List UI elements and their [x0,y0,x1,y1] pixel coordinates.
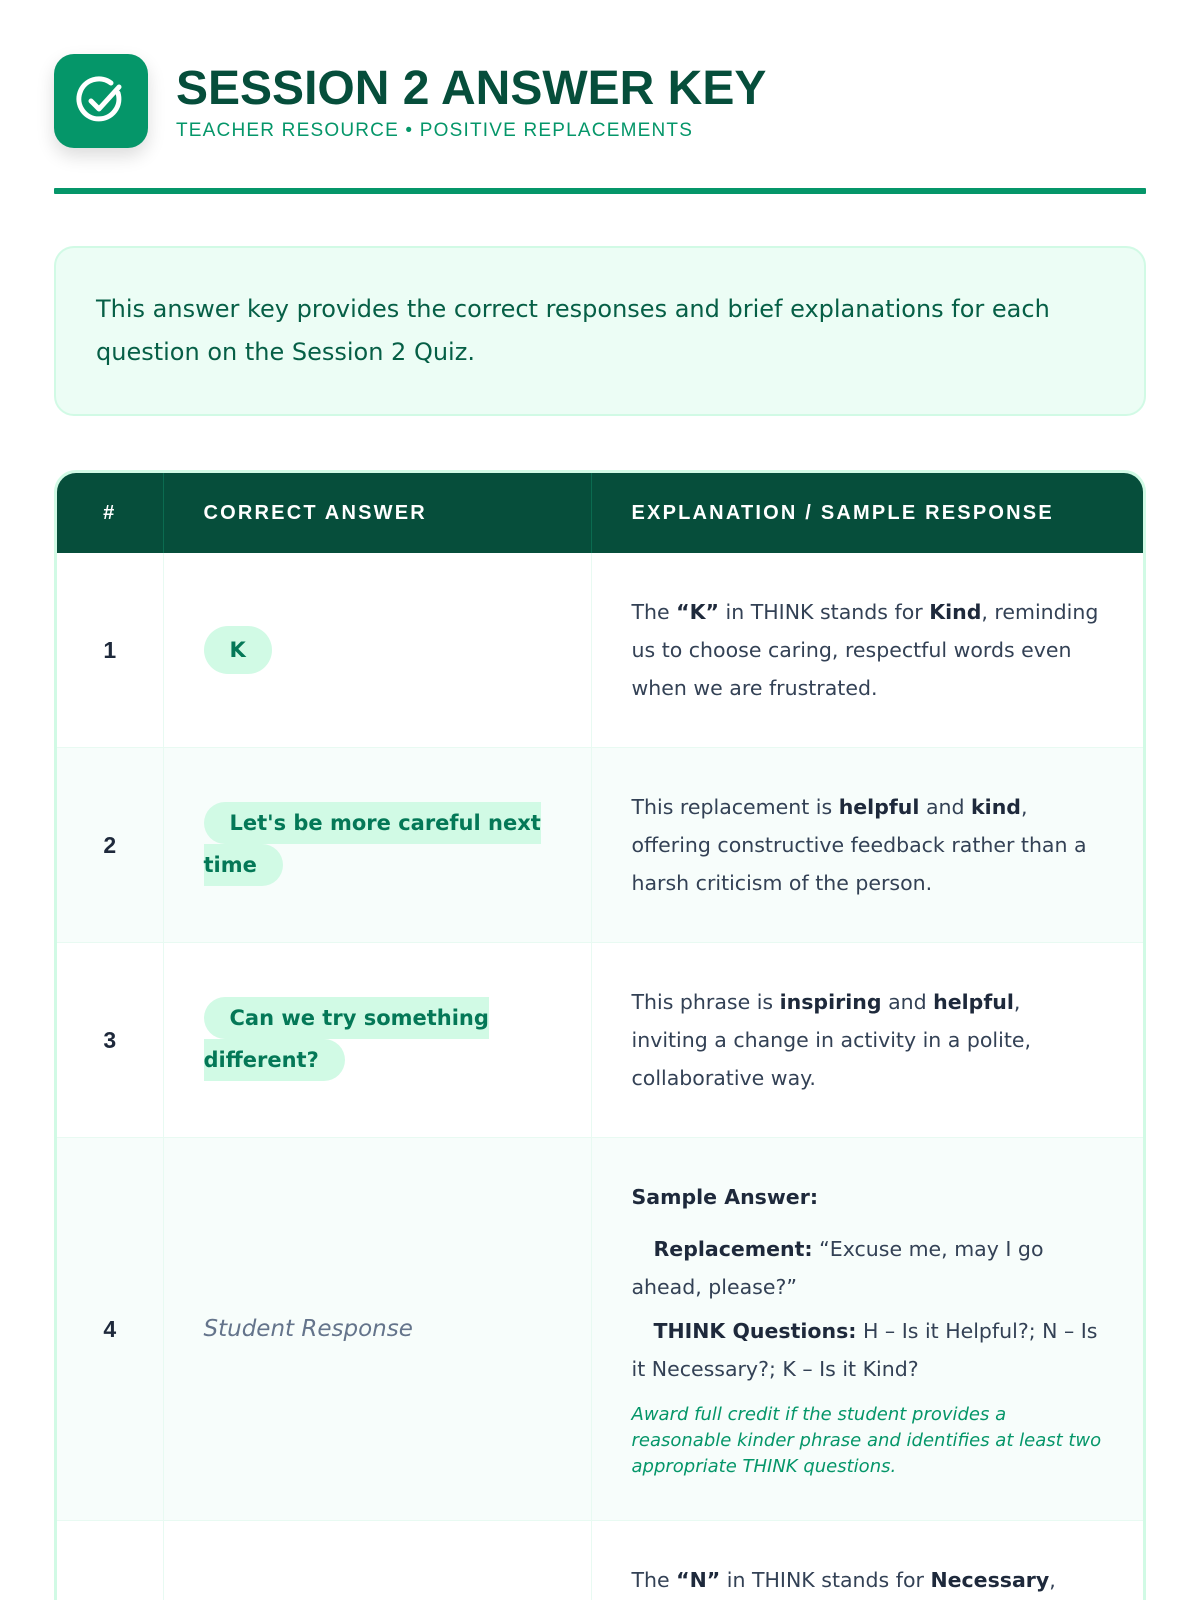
explanation-text: , [1049,1568,1056,1592]
sample-bullet-think-questions [632,1312,1104,1388]
explanation-text: , offering constructive feedback rather than a harsh criticism of the person. [631,795,1087,895]
column-header-number: # [57,473,163,553]
explanation-bold: “K” [676,600,719,624]
grading-note: Award full credit if the student provides a reasonable kinder phrase and identifies at least two appropriate THINK questions. [631,1404,1102,1477]
table-row [57,1521,1143,1600]
explanation-bold: Necessary [930,1568,1050,1592]
table-row [57,748,1143,943]
explanation-text: , inviting a change in activity in a polite, collaborative way. [631,990,1031,1090]
answer-pill: K [204,626,272,674]
explanation-text: and [919,795,972,819]
student-response-placeholder: Student Response [203,1316,413,1342]
header-divider [54,188,1146,194]
question-number: 4 [57,1138,163,1521]
explanation-bold: inspiring [779,990,882,1014]
answer-cell [163,1521,591,1600]
explanation-bold: Kind [929,600,982,624]
page-header [54,54,1146,148]
explanation-cell [591,1138,1143,1521]
answer-pill: Let's be more careful next time [204,802,541,886]
explanation-bold: kind [971,795,1021,819]
check-circle-icon [54,54,148,148]
sample-answer-heading: Sample Answer: [631,1185,819,1209]
table-header-row [57,473,1143,553]
question-number: 1 [57,553,163,748]
answer-cell [163,943,591,1138]
page-title: SESSION 2 ANSWER KEY [176,61,767,115]
intro-box [54,246,1146,416]
explanation-bold: helpful [838,795,920,819]
question-number: 3 [57,943,163,1138]
explanation-text: in THINK stands for [720,1568,931,1592]
explanation-cell [591,1521,1143,1600]
explanation-text: This phrase is [631,990,780,1014]
table-row [57,943,1143,1138]
bullet-label: THINK Questions: [653,1319,857,1343]
answer-cell [163,1138,591,1521]
explanation-text: , reminding us to choose caring, respectful words even when we are frustrated. [631,600,1099,700]
question-number: 2 [57,748,163,943]
question-number [57,1521,163,1600]
column-header-answer: CORRECT ANSWER [163,473,591,553]
column-header-explanation: EXPLANATION / SAMPLE RESPONSE [591,473,1143,553]
bullet-text: “Excuse me, may I go ahead, please?” [631,1237,1044,1299]
explanation-text: in THINK stands for [719,600,930,624]
explanation-text: and [881,990,934,1014]
page-subtitle: TEACHER RESOURCE • POSITIVE REPLACEMENTS [176,120,694,142]
answer-table [57,473,1143,1600]
table-row [57,553,1143,748]
explanation-text: This replacement is [631,795,839,819]
explanation-text: The [631,600,677,624]
bullet-label: Replacement: [653,1237,813,1261]
sample-bullet-replacement [632,1230,1104,1306]
answer-cell [163,553,591,748]
explanation-cell [591,748,1143,943]
answer-pill: Can we try something different? [204,997,489,1081]
answer-cell [163,748,591,943]
title-block [176,60,766,142]
explanation-cell [591,553,1143,748]
bullet-text: H – Is it Helpful?; N – Is it Necessary?; K – Is it Kind? [631,1319,1098,1381]
explanation-cell [591,943,1143,1138]
answer-table-card [54,470,1146,1600]
explanation-text: The [631,1568,677,1592]
explanation-bold: helpful [933,990,1014,1014]
table-row [57,1138,1143,1521]
explanation-bold: “N” [676,1568,721,1592]
intro-text: This answer key provides the correct responses and brief explanations for each question on the Session 2 Quiz. [96,295,1050,366]
